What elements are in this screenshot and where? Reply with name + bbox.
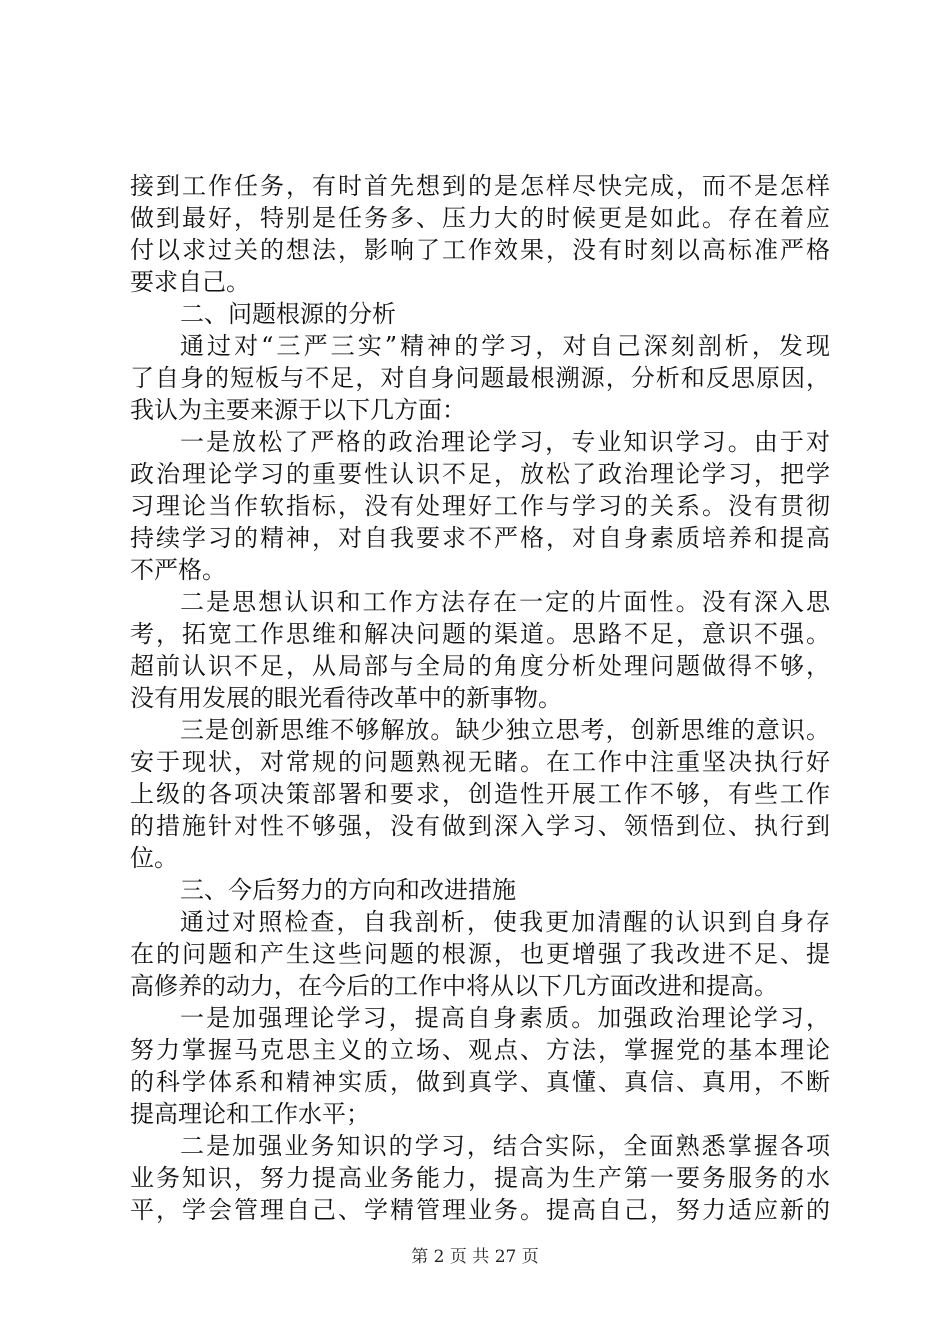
text-line: 的措施针对性不够强，没有做到深入学习、领悟到位、执行到: [130, 812, 830, 840]
text-line: 付以求过关的想法，影响了工作效果，没有时刻以高标准严格: [130, 236, 830, 264]
text-line: 我认为主要来源于以下几方面：: [130, 396, 466, 424]
text-line: 业务知识，努力提高业务能力，提高为生产第一要务服务的水: [130, 1164, 830, 1192]
text-line: 政治理论学习的重要性认识不足，放松了政治理论学习，把学: [130, 460, 830, 488]
text-line: 不严格。: [130, 556, 226, 584]
text-line: 平，学会管理自己、学精管理业务。提高自己，努力适应新的: [130, 1196, 830, 1224]
text-line: 安于现状，对常规的问题熟视无睹。在工作中注重坚决执行好: [130, 748, 830, 776]
text-line: 提高理论和工作水平；: [130, 1100, 370, 1128]
text-line: 二、问题根源的分析: [180, 300, 396, 328]
text-line: 的科学体系和精神实质，做到真学、真懂、真信、真用，不断: [130, 1068, 830, 1096]
text-line: 超前认识不足，从局部与全局的角度分析处理问题做得不够，: [130, 652, 830, 680]
text-line: 努力掌握马克思主义的立场、观点、方法，掌握党的基本理论: [130, 1036, 830, 1064]
text-line: 要求自己。: [130, 268, 250, 296]
text-line: 高修养的动力，在今后的工作中将从以下几方面改进和提高。: [130, 972, 778, 1000]
text-line: 通过对“三严三实”精神的学习，对自己深刻剖析，发现: [180, 332, 830, 360]
text-line: 考，拓宽工作思维和解决问题的渠道。思路不足，意识不强。: [130, 620, 830, 648]
text-line: 通过对照检查，自我剖析，使我更加清醒的认识到自身存: [180, 908, 830, 936]
text-line: 三是创新思维不够解放。缺少独立思考，创新思维的意识。: [180, 716, 830, 744]
text-line: 在的问题和产生这些问题的根源，也更增强了我改进不足、提: [130, 940, 830, 968]
text-line: 持续学习的精神，对自我要求不严格，对自身素质培养和提高: [130, 524, 830, 552]
text-line: 二是思想认识和工作方法存在一定的片面性。没有深入思: [180, 588, 830, 616]
text-line: 一是放松了严格的政治理论学习，专业知识学习。由于对: [180, 428, 830, 456]
text-line: 接到工作任务，有时首先想到的是怎样尽快完成，而不是怎样: [130, 172, 830, 200]
text-line: 上级的各项决策部署和要求，创造性开展工作不够，有些工作: [130, 780, 830, 808]
text-line: 位。: [130, 844, 178, 872]
page-number: 第 2 页 共 27 页: [411, 1247, 539, 1267]
document-body: [130, 170, 830, 1226]
text-line: 习理论当作软指标，没有处理好工作与学习的关系。没有贯彻: [130, 492, 830, 520]
text-line: 二是加强业务知识的学习，结合实际，全面熟悉掌握各项: [180, 1132, 830, 1160]
page-footer: [0, 1242, 950, 1267]
text-line: 三、今后努力的方向和改进措施: [180, 876, 516, 904]
text-line: 做到最好，特别是任务多、压力大的时候更是如此。存在着应: [130, 204, 830, 232]
text-line: 没有用发展的眼光看待改革中的新事物。: [130, 684, 562, 712]
text-line: 了自身的短板与不足，对自身问题最根溯源，分析和反思原因，: [130, 364, 830, 392]
text-line: 一是加强理论学习，提高自身素质。加强政治理论学习，: [180, 1004, 830, 1032]
